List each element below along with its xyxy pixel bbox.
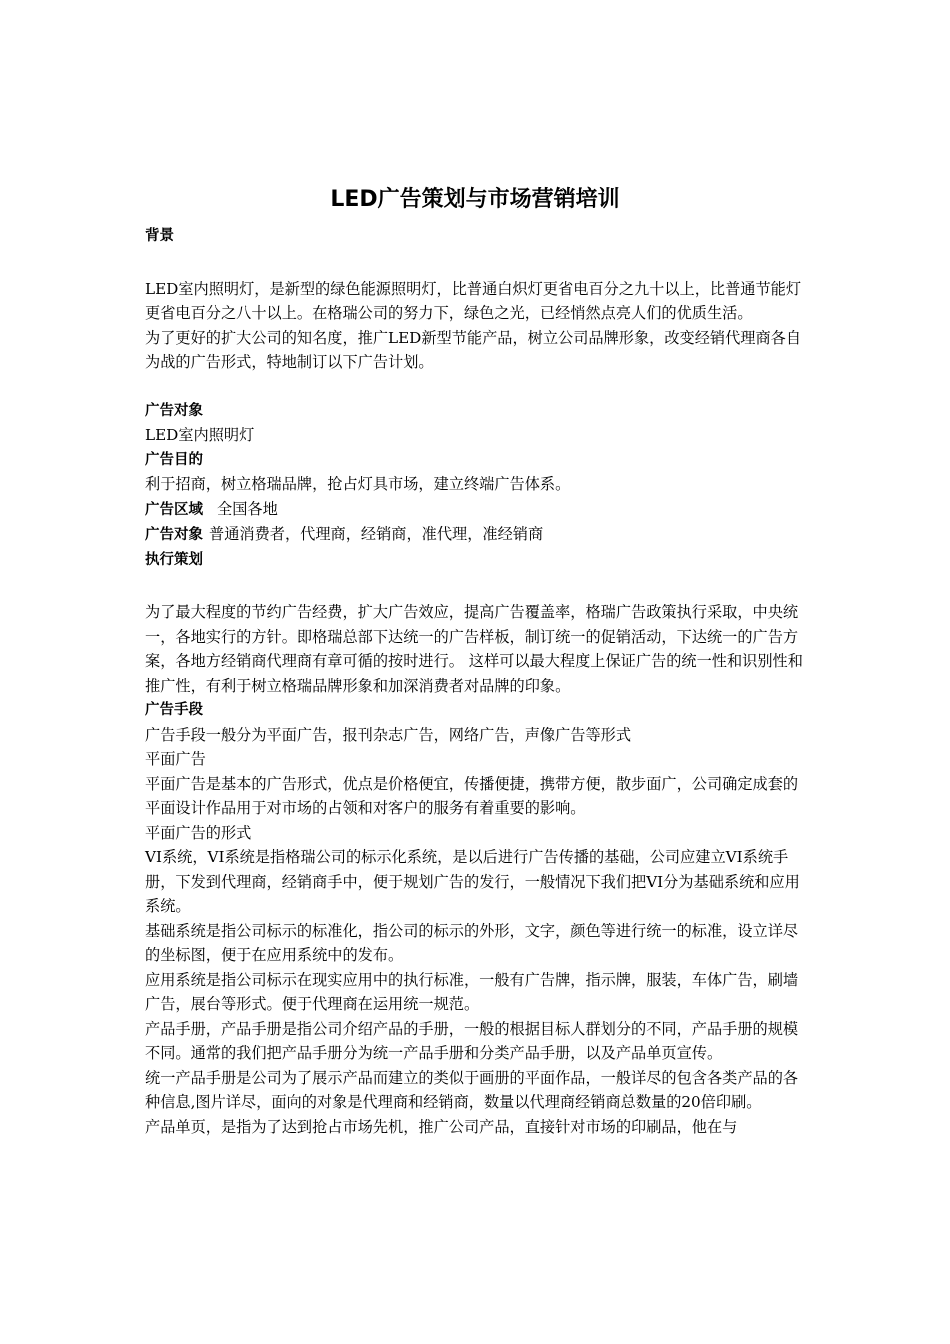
ad-means-heading: 广告手段 <box>145 702 203 718</box>
ad-audience-value: 普通消费者，代理商，经销商，准代理，准经销商 <box>209 525 544 543</box>
spacer <box>145 249 810 273</box>
ad-region-heading: 广告区域 <box>145 501 203 518</box>
ad-object-value: LED室内照明灯 <box>145 426 255 444</box>
document-title: LED广告策划与市场营销培训 <box>330 187 620 212</box>
print-ad-paragraph: 平面广告是基本的广告形式，优点是价格便宜，传播便捷，携带方便，散步面广，公司确定成套的平面设计作品用于对市场的占领和对客户的服务有着重要的影响。 <box>145 774 799 817</box>
ad-region-value: 全国各地 <box>217 499 278 518</box>
print-forms-heading: 平面广告的形式 <box>145 823 252 842</box>
ad-audience-heading: 广告对象 <box>145 527 203 543</box>
product-brochure-paragraph: 产品手册，产品手册是指公司介绍产品的手册，一般的根据目标人群划分的不同，产品手册的规模不同。通常的我们把产品手册分为统一产品手册和分类产品手册，以及产品单页宣传。 <box>145 1019 799 1062</box>
execution-heading: 执行策划 <box>145 551 203 568</box>
ad-purpose-heading: 广告目的 <box>145 451 203 468</box>
ad-object-heading: 广告对象 <box>145 402 203 419</box>
unified-brochure-paragraph: 统一产品手册是公司为了展示产品而建立的类似于画册的平面作品，一般详尽的包含各类产品的各种信息,图片详尽，面向的对象是代理商和经销商，数量以代理商经销商总数量的20倍印刷。 <box>145 1068 799 1111</box>
spacer <box>145 572 810 596</box>
background-paragraph-1: LED室内照明灯，是新型的绿色能源照明灯，比普通白炽灯更省电百分之九十以上，比普通节能灯更省电百分之八十以上。在格瑞公司的努力下，绿色之光，已经悄然点亮人们的优质生活。 <box>145 279 802 322</box>
ad-audience-line <box>145 522 810 548</box>
background-heading: 背景 <box>145 228 174 244</box>
ad-region-line <box>145 497 810 523</box>
base-system-paragraph: 基础系统是指公司标示的标准化，指公司的标示的外形，文字，颜色等进行统一的标准，设立详尽的坐标图，便于在应用系统中的发布。 <box>145 921 799 964</box>
vi-system-paragraph: VI系统，VI系统是指格瑞公司的标示化系统，是以后进行广告传播的基础，公司应建立VI系统手册，下发到代理商，经销商手中，便于规划广告的发行，一般情况下我们把VI分为基础系统和应用系统。 <box>145 848 800 915</box>
ad-means-paragraph: 广告手段一般分为平面广告，报刊杂志广告，网络广告，声像广告等形式 <box>145 725 631 744</box>
spacer <box>145 375 810 399</box>
product-leaflet-paragraph: 产品单页，是指为了达到抢占市场先机，推广公司产品，直接针对市场的印刷品，他在与 <box>145 1117 738 1136</box>
ad-purpose-value: 利于招商，树立格瑞品牌，抢占灯具市场，建立终端广告体系。 <box>145 475 571 493</box>
application-system-paragraph: 应用系统是指公司标示在现实应用中的执行标准，一般有广告牌，指示牌，服装，车体广告，刷墙广告，展台等形式。便于代理商在运用统一规范。 <box>145 970 799 1013</box>
document-body <box>145 224 810 1139</box>
execution-paragraph: 为了最大程度的节约广告经费，扩大广告效应，提高广告覆盖率，格瑞广告政策执行采取，中央统一，各地实行的方针。即格瑞总部下达统一的广告样板，制订统一的促销活动，下达统一的广告方案，各地方经销商代理商有章可循的按时进行。 这样可以最大程度上保证广告的统一性和识别性和推广性，有利于树立格瑞品牌形象和加深消费者对品牌的印象。 <box>145 603 803 695</box>
background-paragraph-2: 为了更好的扩大公司的知名度，推广LED新型节能产品，树立公司品牌形象，改变经销代理商各自为战的广告形式，特地制订以下广告计划。 <box>145 328 802 371</box>
print-ad-heading: 平面广告 <box>145 750 206 768</box>
